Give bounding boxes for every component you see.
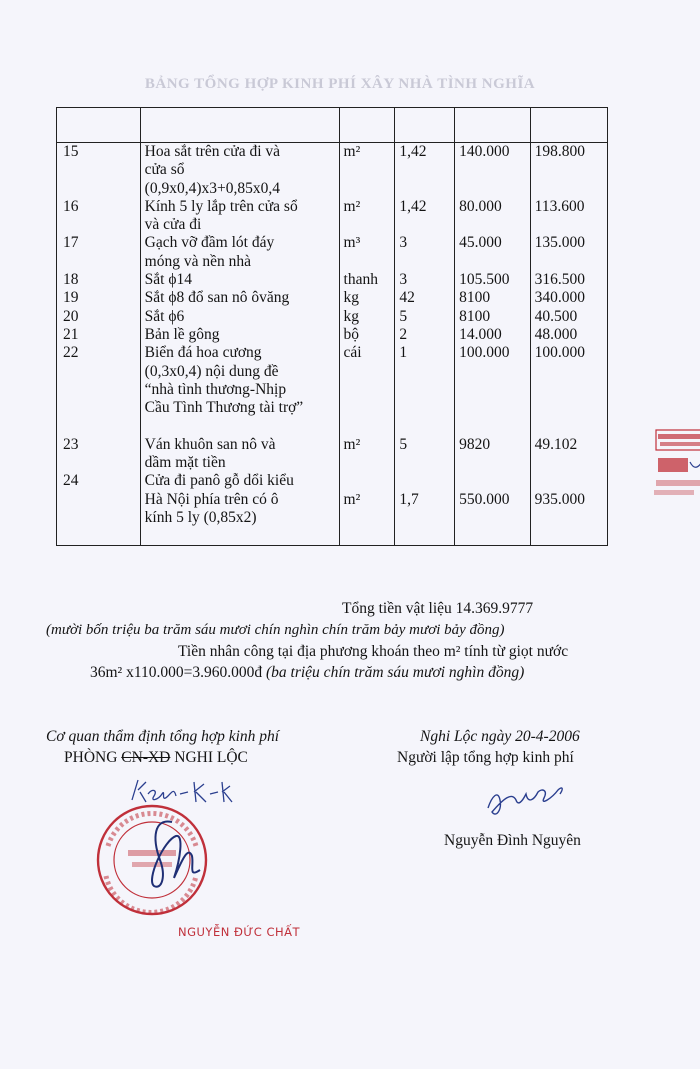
unit-price-cell — [455, 436, 530, 473]
item-description: Sắt ϕ14 — [144, 271, 192, 289]
unit: m³ — [343, 234, 361, 252]
unit-cell — [339, 436, 395, 473]
labor-cost-in-words: (ba triệu chín trăm sáu mươi nghìn đồng) — [266, 664, 525, 681]
table-row — [57, 143, 608, 198]
item-description-cell — [140, 234, 339, 271]
unit-cell — [339, 289, 395, 307]
table-row — [57, 326, 608, 344]
row-number: 23 — [63, 435, 79, 453]
line-total-cell — [530, 198, 607, 235]
unit-cell — [339, 308, 395, 326]
line-total: 135.000 — [534, 234, 586, 252]
quantity — [399, 472, 450, 490]
unit-cell — [339, 344, 395, 436]
item-description: “nhà tình thương-Nhịp — [144, 380, 287, 398]
item-description: Kính 5 ly lắp trên cửa sổ — [144, 197, 298, 215]
preparer-signature-image — [482, 778, 568, 822]
unit-price: 9820 — [459, 435, 491, 453]
item-description: Bản lề gông — [144, 325, 220, 343]
quantity: 42 — [399, 289, 415, 307]
line-total-cell — [530, 271, 607, 289]
quantity-cell — [395, 234, 455, 271]
unit-price: 105.500 — [459, 271, 510, 289]
unit-price-cell — [455, 472, 530, 545]
row-number: 15 — [63, 143, 79, 160]
materials-table-body — [57, 108, 608, 546]
unit: m² — [343, 197, 361, 215]
row-number: 20 — [63, 307, 79, 325]
quantity: 3 — [399, 234, 408, 252]
unit-price-cell — [455, 234, 530, 271]
labor-cost-calc: 36m² x110.000=3.960.000đ — [90, 664, 263, 681]
item-description: Hà Nội phía trên có ô — [144, 490, 279, 508]
row-number: 21 — [63, 325, 79, 343]
quantity-cell — [395, 143, 455, 198]
item-description-cell — [140, 344, 339, 436]
quantity: 1 — [399, 344, 408, 362]
item-description: dầm mặt tiền — [144, 454, 226, 471]
line-total: 40.500 — [534, 307, 578, 325]
item-description-cell — [140, 198, 339, 235]
labor-cost-line: Tiền nhân công tại địa phương khoán theo m² tính từ giọt nước — [178, 643, 569, 660]
header-cell — [395, 108, 455, 143]
item-description: (0,9x0,4)x3+0,85x0,4 — [144, 179, 280, 197]
table-header-row — [57, 108, 608, 143]
unit-cell — [339, 271, 395, 289]
quantity-cell — [395, 436, 455, 473]
seal-signer-name: NGUYỄN ĐỨC CHẤT — [178, 925, 301, 939]
header-cell — [339, 108, 395, 143]
item-description-cell — [140, 289, 339, 307]
unit-cell — [339, 326, 395, 344]
unit-price: 8100 — [459, 307, 491, 325]
line-total-cell — [530, 289, 607, 307]
material-total: Tổng tiền vật liệu 14.369.9777 — [342, 600, 534, 617]
quantity: 1,42 — [399, 197, 427, 215]
agency-line: Cơ quan thẩm định tổng hợp kinh phí — [46, 728, 280, 745]
office-struck: CN-XD — [121, 749, 171, 766]
quantity-cell — [395, 308, 455, 326]
preparer-name: Nguyễn Đình Nguyên — [444, 832, 581, 849]
materials-table — [56, 107, 608, 546]
row-number-cell — [57, 308, 141, 326]
item-description: và cửa đi — [144, 216, 202, 234]
unit-price-cell — [455, 326, 530, 344]
unit-price-cell — [455, 289, 530, 307]
line-total-cell — [530, 472, 607, 545]
item-description: cửa sổ — [144, 161, 185, 179]
unit-price: 100.000 — [459, 344, 510, 362]
unit: bộ — [343, 325, 360, 343]
line-total: 100.000 — [534, 344, 586, 362]
row-number-cell — [57, 143, 141, 198]
line-total-cell — [530, 308, 607, 326]
office-prefix: PHÒNG — [64, 749, 122, 766]
unit: cái — [343, 344, 362, 362]
item-description: kính 5 ly (0,85x2) — [144, 508, 257, 526]
item-description: Sắt ϕ8 đổ san nô ôvăng — [144, 289, 290, 307]
unit — [344, 472, 391, 490]
table-row — [57, 436, 608, 473]
quantity-cell — [395, 289, 455, 307]
row-number: 24 — [63, 472, 79, 490]
unit-cell — [339, 234, 395, 271]
table-row — [57, 198, 608, 235]
row-number-cell — [57, 289, 141, 307]
quantity: 1,42 — [399, 143, 427, 160]
item-description-cell — [140, 271, 339, 289]
line-total: 340.000 — [534, 289, 586, 307]
quantity-cell — [395, 326, 455, 344]
place-date: Nghi Lộc ngày 20-4-2006 — [420, 728, 580, 745]
unit-cell — [339, 472, 395, 545]
item-description-cell — [140, 326, 339, 344]
line-total: 49.102 — [534, 435, 578, 453]
row-number-cell — [57, 344, 141, 436]
header-cell — [455, 108, 530, 143]
line-total-cell — [530, 436, 607, 473]
item-description: Ván khuôn san nô và — [144, 435, 276, 453]
row-number-cell — [57, 271, 141, 289]
unit-price-cell — [455, 143, 530, 198]
item-description: Sắt ϕ6 — [144, 307, 185, 325]
line-total-cell — [530, 326, 607, 344]
unit: kg — [343, 289, 360, 307]
unit: m² — [343, 490, 361, 508]
quantity-cell — [395, 344, 455, 436]
unit-price: 550.000 — [459, 490, 510, 508]
item-description: Gạch vỡ đầm lót đáy — [144, 234, 275, 252]
quantity-cell — [395, 271, 455, 289]
item-description: (0,3x0,4) nội dung đề — [144, 362, 279, 380]
bleed-through-title: BẢNG TỔNG HỢP KINH PHÍ XÂY NHÀ TÌNH NGHĨA — [144, 76, 536, 92]
line-total: 935.000 — [534, 490, 586, 508]
unit-price-cell — [455, 198, 530, 235]
quantity-cell — [395, 472, 455, 545]
quantity: 5 — [399, 307, 408, 325]
row-number: 22 — [63, 344, 79, 362]
unit: m² — [343, 435, 361, 453]
header-cell — [530, 108, 607, 143]
unit-price: 45.000 — [459, 234, 502, 252]
item-description-cell — [140, 472, 339, 545]
table-row — [57, 344, 608, 436]
item-description: Cầu Tình Thương tài trợ” — [144, 399, 304, 417]
header-cell — [140, 108, 339, 143]
item-description: Hoa sắt trên cửa đi và — [144, 143, 281, 160]
unit-price — [459, 472, 525, 490]
line-total: 198.800 — [534, 143, 586, 160]
row-number-cell — [57, 436, 141, 473]
table-row — [57, 472, 608, 545]
row-number: 16 — [63, 197, 79, 215]
line-total: 48.000 — [534, 325, 578, 343]
line-total: 316.500 — [534, 271, 586, 289]
unit-cell — [339, 198, 395, 235]
header-cell — [57, 108, 141, 143]
quantity: 3 — [399, 271, 408, 289]
unit-cell — [339, 143, 395, 198]
unit: m² — [343, 143, 361, 160]
line-total-cell — [530, 234, 607, 271]
item-description-cell — [140, 143, 339, 198]
quantity: 1,7 — [399, 490, 419, 508]
line-total — [535, 472, 603, 490]
row-number: 19 — [63, 289, 79, 307]
unit-price-cell — [455, 344, 530, 436]
official-seal-image — [84, 800, 234, 930]
line-total: 113.600 — [534, 197, 585, 215]
row-number-cell — [57, 198, 141, 235]
unit-price: 14.000 — [459, 325, 502, 343]
preparer-role: Người lập tổng hợp kinh phí — [397, 749, 574, 766]
quantity-cell — [395, 198, 455, 235]
unit: thanh — [343, 271, 378, 289]
material-total-in-words: (mười bốn triệu ba trăm sáu mươi chín nghìn chín trăm bảy mươi bảy đồng) — [46, 622, 505, 638]
unit-price: 8100 — [459, 289, 491, 307]
table-row — [57, 234, 608, 271]
unit-price-cell — [455, 308, 530, 326]
item-description: Biển đá hoa cương — [144, 344, 262, 362]
quantity: 5 — [399, 435, 408, 453]
row-number-cell — [57, 326, 141, 344]
row-number-cell — [57, 234, 141, 271]
row-number: 17 — [63, 234, 79, 252]
table-row — [57, 308, 608, 326]
item-description: móng và nền nhà — [144, 252, 251, 270]
line-total-cell — [530, 143, 607, 198]
row-number: 18 — [63, 271, 79, 289]
unit: kg — [343, 307, 360, 325]
item-description: Cửa đi panô gỗ dổi kiểu — [144, 472, 294, 490]
office-suffix: NGHI LỘC — [170, 749, 248, 766]
labor-cost-calc-line — [90, 664, 524, 682]
table-row — [57, 271, 608, 289]
edge-stamp-image — [650, 428, 700, 518]
item-description-cell — [140, 308, 339, 326]
unit-price: 80.000 — [459, 197, 502, 215]
quantity: 2 — [399, 325, 408, 343]
row-number-cell — [57, 472, 141, 545]
table-row — [57, 289, 608, 307]
office-name — [64, 749, 248, 767]
item-description-cell — [140, 436, 339, 473]
unit-price-cell — [455, 271, 530, 289]
unit-price: 140.000 — [459, 143, 510, 160]
line-total-cell — [530, 344, 607, 436]
